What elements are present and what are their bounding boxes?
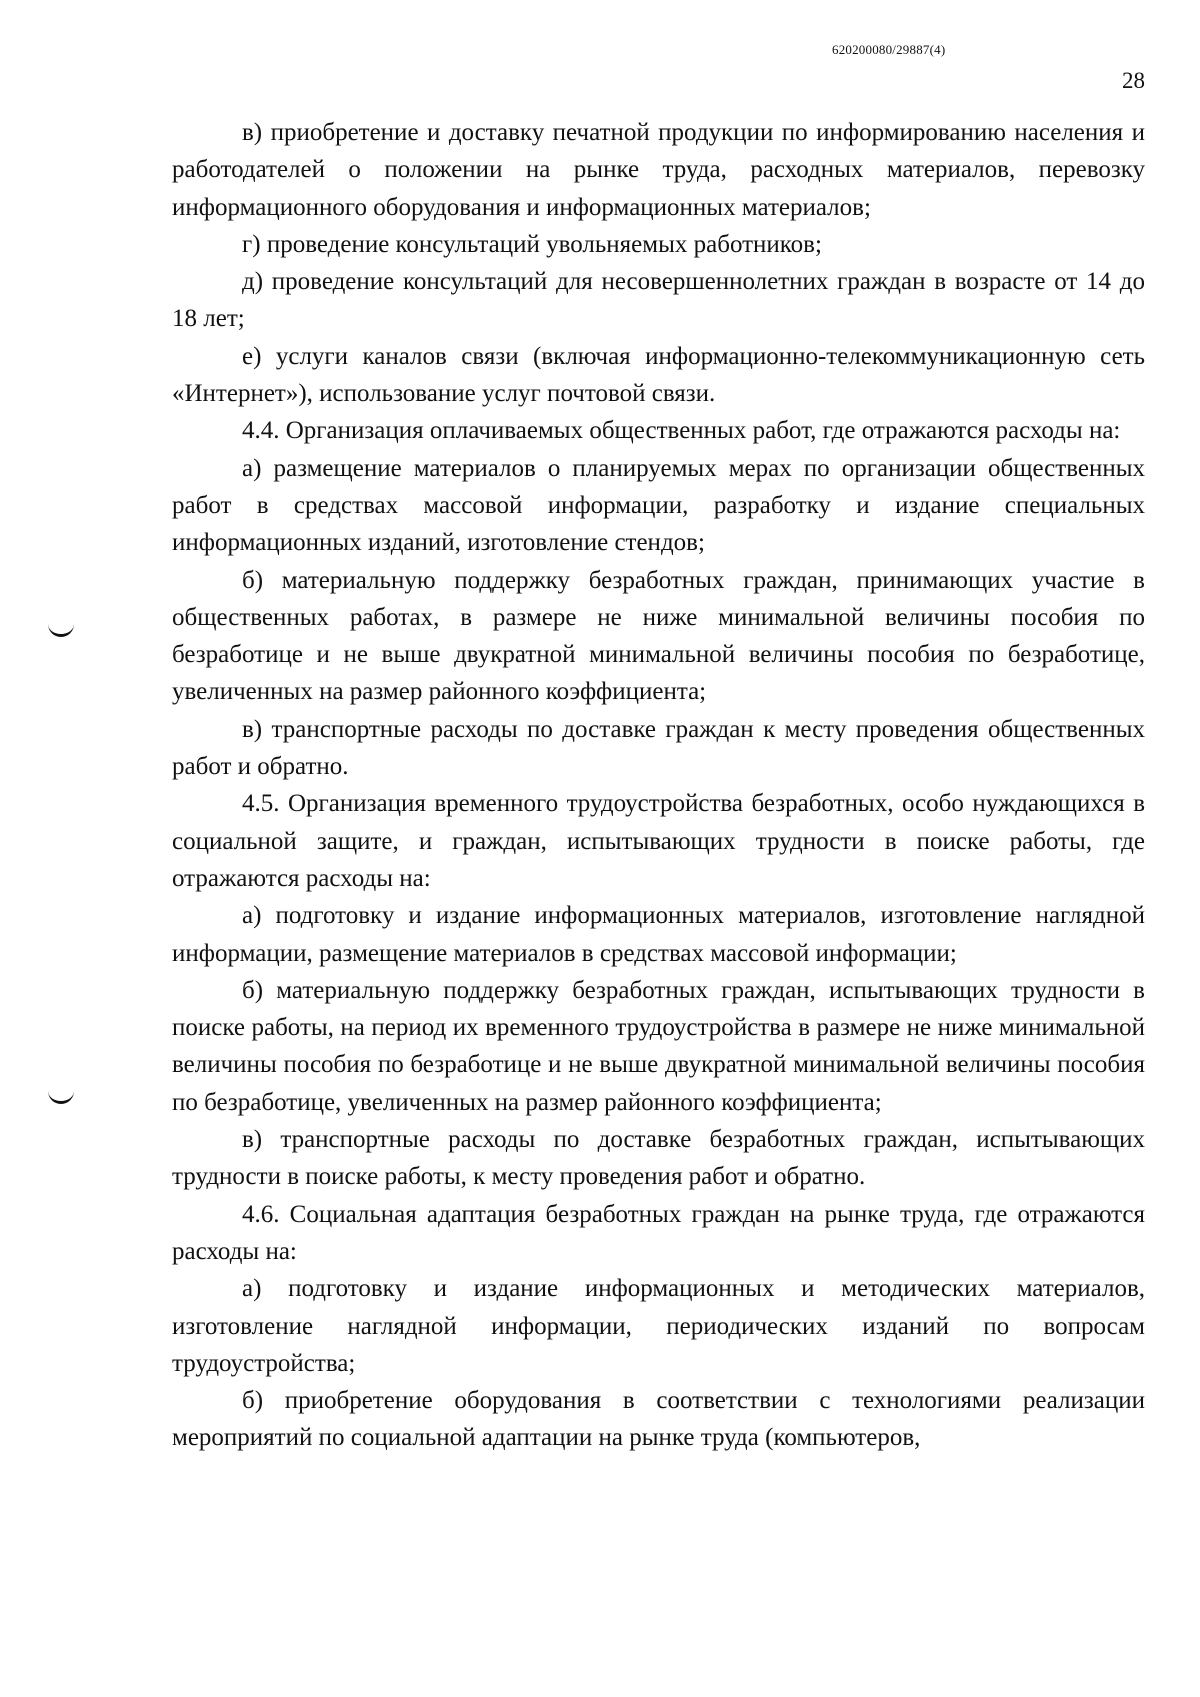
paragraph: а) размещение материалов о планируемых мерах по организации общественных работ в средствах массовой информации, разработку и издание специальных информационных изданий, изготовление стендов; [172,454,1145,557]
section-heading-paragraph: 4.4. Организация оплачиваемых общественных работ, где отражаются расходы на: [242,417,1121,445]
paragraph: в) транспортные расходы по доставке безработных граждан, испытывающих трудности в поиске работы, к месту проведения работ и обратно. [172,1126,1145,1191]
paragraph: б) материальную поддержку безработных граждан, испытывающих трудности в поиске работы, на период их временного трудоустройства в размере не ниже минимальной величины пособия по безработице и не выше двукратной минимальной величины пособия по безработице, увеличенных на размер районного коэффициента; [172,976,1145,1116]
paragraph: г) проведение консультаций увольняемых работников; [242,230,822,258]
paragraph: в) приобретение и доставку печатной продукции по информированию населения и работодателей о положении на рынке труда, расходных материалов, перевозку информационного оборудования и информационных материалов; [172,119,1145,221]
paragraph: д) проведение консультаций для несовершеннолетних граждан в возрасте от 14 до 18 лет; [172,268,1145,333]
paragraph: б) приобретение оборудования в соответствии с технологиями реализации мероприятий по социальной адаптации на рынке труда (компьютеров, [172,1387,1145,1452]
section-heading-paragraph: 4.5. Организация временного трудоустройства безработных, особо нуждающихся в социальной защите, и граждан, испытывающих трудности в поиске работы, где отражаются расходы на: [172,790,1145,892]
margin-tick-mark [48,618,74,637]
paragraph: б) материальную поддержку безработных граждан, принимающих участие в общественных работах, в размере не ниже минимальной величины пособия по безработице и не выше двукратной минимальной величины пособия по безработице, увеличенных на размер районного коэффициента; [172,566,1145,706]
paragraph: в) транспортные расходы по доставке граждан к месту проведения общественных работ и обратно. [172,715,1145,781]
paragraph: а) подготовку и издание информационных материалов, изготовление наглядной информации, размещение материалов в средствах массовой информации; [172,902,1145,967]
page-number: 28 [1122,68,1145,93]
document-id: 620200080/29887(4) [832,42,946,57]
paragraph: а) подготовку и издание информационных и методических материалов, изготовление наглядной информации, периодических изданий по вопросам трудоустройства; [172,1275,1145,1377]
margin-tick-mark [48,1085,74,1104]
section-heading-paragraph: 4.6. Социальная адаптация безработных граждан на рынке труда, где отражаются расходы на: [172,1200,1145,1265]
document-body [172,114,1145,1457]
paragraph: е) услуги каналов связи (включая информационно-телекоммуникационную сеть «Интернет»), использование услуг почтовой связи. [172,342,1145,408]
